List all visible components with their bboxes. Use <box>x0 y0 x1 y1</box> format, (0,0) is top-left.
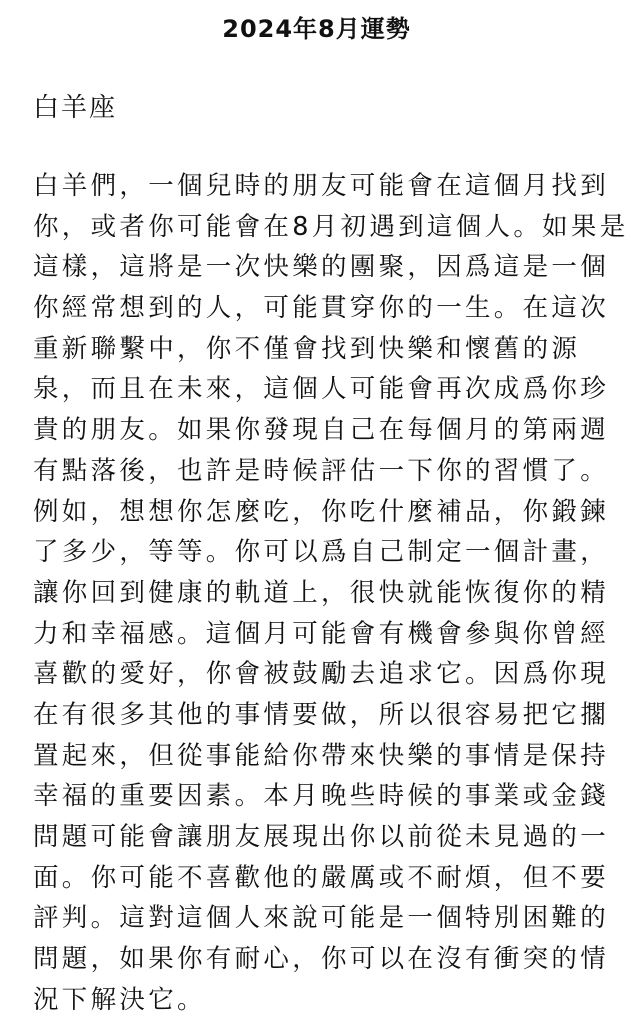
text-line: 你經常想到的人，可能貫穿你的一生。在這次 <box>33 293 610 324</box>
text-line: 問題，如果你有耐心，你可以在沒有衝突的情 <box>33 944 610 975</box>
text-line: 貴的朋友。如果你發現自己在每個月的第兩週 <box>33 415 610 446</box>
text-line: 面。你可能不喜歡他的嚴厲或不耐煩，但不要 <box>33 862 610 893</box>
text-line: 這樣，這將是一次快樂的團聚，因爲這是一個 <box>33 252 610 283</box>
text-line: 白羊們，一個兒時的朋友可能會在這個月找到 <box>33 171 610 201</box>
text-line: 有點落後，也許是時候評估一下你的習慣了。 <box>33 455 610 486</box>
page-title: 2024年8月運勢 <box>222 15 411 43</box>
zodiac-sign-heading: 白羊座 <box>33 93 118 123</box>
text-line: 在有很多其他的事情要做，所以很容易把它擱 <box>33 699 610 730</box>
horoscope-body <box>33 166 629 1020</box>
text-line: 喜歡的愛好，你會被鼓勵去追求它。因爲你現 <box>33 659 610 690</box>
text-line: 問題可能會讓朋友展現出你以前從未見過的一 <box>33 822 610 852</box>
text-line: 評判。這對這個人來說可能是一個特別困難的 <box>33 903 610 934</box>
text-line: 你，或者你可能會在8月初遇到這個人。如果是 <box>33 211 629 242</box>
text-line: 置起來，但從事能給你帶來快樂的事情是保持 <box>33 740 610 771</box>
text-line: 重新聯繫中，你不僅會找到快樂和懷舊的源 <box>33 333 581 364</box>
text-line: 泉，而且在未來，這個人可能會再次成爲你珍 <box>33 374 610 405</box>
text-line: 力和幸福感。這個月可能會有機會參與你曾經 <box>33 618 610 649</box>
text-line: 讓你回到健康的軌道上，很快就能恢復你的精 <box>33 577 610 608</box>
text-line: 例如，想想你怎麼吃，你吃什麼補品，你鍛鍊 <box>33 496 610 527</box>
text-line: 了多少，等等。你可以爲自己制定一個計畫， <box>33 537 610 568</box>
text-line: 幸福的重要因素。本月晚些時候的事業或金錢 <box>33 781 610 812</box>
text-line: 況下解決它。 <box>33 984 206 1015</box>
